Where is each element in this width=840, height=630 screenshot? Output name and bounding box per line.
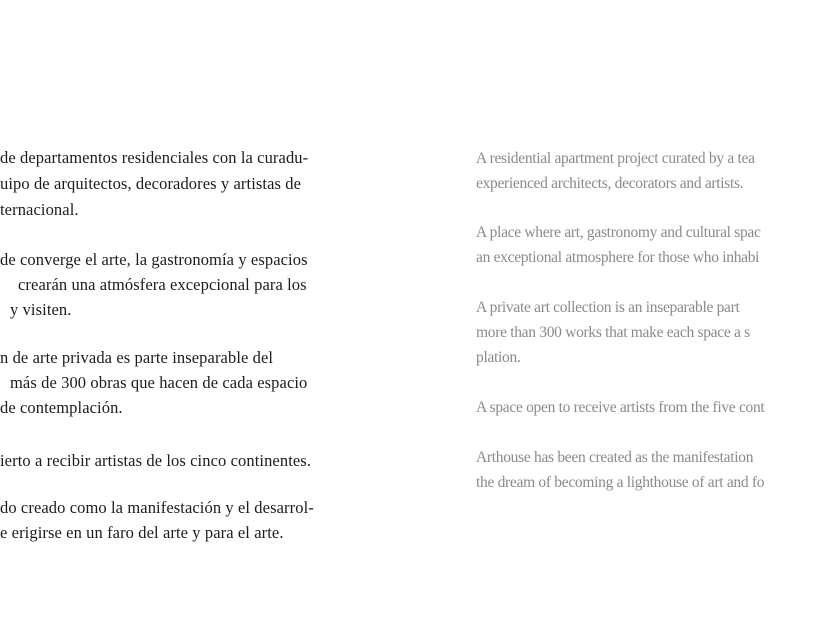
spanish-line: de contemplación.	[0, 398, 123, 417]
english-line: A residential apartment project curated by a tea	[476, 150, 755, 167]
spanish-line: ternacional.	[0, 200, 79, 219]
english-line: plation.	[476, 349, 521, 366]
spanish-line: do creado como la manifestación y el desarrol-	[0, 498, 314, 517]
spanish-line: e erigirse en un faro del arte y para el arte.	[0, 523, 284, 542]
english-line: A private art collection is an inseparable part	[476, 299, 740, 316]
english-line: more than 300 works that make each space a s	[476, 324, 750, 341]
spanish-line: y visiten.	[10, 300, 72, 319]
english-line: an exceptional atmosphere for those who inhabi	[476, 249, 760, 266]
spanish-line: crearán una atmósfera excepcional para los	[18, 275, 307, 294]
spanish-line: ierto a recibir artistas de los cinco continentes.	[0, 451, 312, 470]
english-line: A space open to receive artists from the five cont	[476, 399, 765, 416]
spanish-line: n de arte privada es parte inseparable del	[0, 348, 274, 367]
english-line: experienced architects, decorators and artists.	[476, 175, 744, 192]
english-line: Arthouse has been created as the manifestation	[476, 449, 754, 466]
english-line: the dream of becoming a lighthouse of art and fo	[476, 474, 765, 491]
english-line: A place where art, gastronomy and cultural spac	[476, 224, 761, 241]
spanish-line: uipo de arquitectos, decoradores y artistas de	[0, 174, 302, 193]
spanish-line: más de 300 obras que hacen de cada espacio	[10, 373, 308, 392]
spanish-line: de converge el arte, la gastronomía y espacios	[0, 250, 308, 269]
spanish-line: de departamentos residenciales con la curadu-	[0, 148, 309, 167]
